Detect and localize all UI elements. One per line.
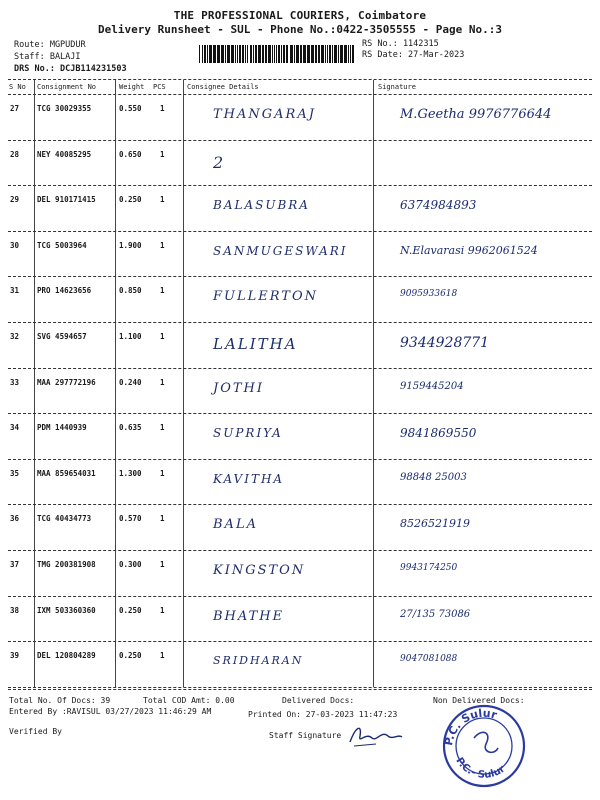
- row-signature: 9047081088: [400, 654, 458, 665]
- row-pcs: 1: [160, 468, 165, 478]
- row-signature: N.Elavarasi 9962061524: [400, 243, 538, 257]
- table-row: [8, 277, 592, 323]
- row-consignment: MAA 297772196: [37, 377, 96, 387]
- row-weight: 0.240: [119, 377, 142, 387]
- entered-by: Entered By :RAVISUL 03/27/2023 11:46:29 AM: [9, 707, 212, 716]
- row-weight: 0.300: [119, 560, 142, 569]
- row-pcs: 1: [160, 286, 165, 296]
- row-pcs: 1: [160, 149, 165, 159]
- delivered-docs: Delivered Docs:: [282, 696, 355, 705]
- row-sno: 36: [10, 514, 20, 524]
- row-pcs: 1: [160, 332, 165, 341]
- row-consignee-name: BALASUBRA: [213, 198, 310, 213]
- verified-by: Verified By: [9, 727, 62, 736]
- row-consignee-name: JOTHI: [213, 380, 265, 396]
- table-row: [8, 597, 592, 643]
- row-divider: [8, 687, 592, 688]
- row-pcs: 1: [160, 377, 165, 387]
- row-weight: 1.900: [119, 240, 142, 250]
- drs-number: DRS No.: DCJB114231503: [14, 64, 127, 74]
- row-sno: 38: [10, 605, 20, 615]
- row-consignee-name: KAVITHA: [213, 471, 285, 486]
- row-signature: M.Geetha 9976776644: [400, 107, 552, 122]
- table-row: [8, 642, 592, 688]
- row-sno: 29: [10, 195, 20, 205]
- row-consignment: DEL 910171415: [37, 195, 96, 205]
- row-signature: 8526521919: [400, 517, 470, 531]
- row-consignee-name: 2: [213, 152, 226, 172]
- row-sno: 30: [10, 240, 20, 250]
- rs-date: RS Date: 27-Mar-2023: [362, 50, 465, 60]
- row-sno: 33: [10, 377, 20, 387]
- row-pcs: 1: [160, 195, 165, 205]
- table-row: [8, 95, 592, 141]
- row-signature: 9344928771: [400, 335, 490, 351]
- row-pcs: 1: [160, 514, 165, 524]
- row-pcs: 1: [160, 104, 165, 113]
- stamp-text-bottom: P.C.- Sulur: [453, 755, 508, 781]
- row-sno: 34: [10, 423, 20, 433]
- table-row: [8, 232, 592, 278]
- row-weight: 0.650: [119, 149, 142, 159]
- row-signature: 9943174250: [400, 563, 458, 573]
- row-consignee-name: SRIDHARAN: [213, 654, 304, 668]
- table-row: [8, 186, 592, 232]
- row-weight: 1.100: [119, 332, 142, 341]
- col-pcs: PCS: [153, 83, 166, 91]
- row-consignee-name: SUPRIYA: [213, 426, 283, 441]
- row-signature: 98848 25003: [400, 471, 467, 483]
- row-pcs: 1: [160, 423, 165, 433]
- document-subtitle: Delivery Runsheet - SUL - Phone No.:0422-3505555 - Page No.:3: [98, 23, 502, 36]
- row-consignee-name: FULLERTON: [213, 289, 318, 305]
- row-consignee-name: BALA: [213, 517, 258, 533]
- row-weight: 0.250: [119, 651, 142, 661]
- row-consignee-name: KINGSTON: [213, 563, 306, 578]
- rule-footer: [8, 689, 592, 690]
- total-cod-amount: Total COD Amt: 0.00: [143, 696, 235, 705]
- row-consignee-name: LALITHA: [213, 335, 298, 353]
- row-consignment: SVG 4594657: [37, 332, 87, 341]
- row-consignee-name: SANMUGESWARI: [213, 243, 348, 258]
- row-consignment: TCG 5003964: [37, 240, 87, 250]
- row-weight: 0.635: [119, 423, 142, 433]
- row-signature: 9159445204: [400, 380, 464, 392]
- table-row: [8, 551, 592, 597]
- table-row: [8, 460, 592, 506]
- row-sno: 35: [10, 468, 20, 478]
- row-sno: 27: [10, 104, 20, 113]
- row-consignment: NEY 40085295: [37, 149, 92, 159]
- rule-top: [8, 79, 592, 80]
- col-consignee: Consignee Details: [187, 83, 259, 91]
- row-pcs: 1: [160, 651, 165, 661]
- row-consignment: IXM 503360360: [37, 605, 96, 615]
- document-title: THE PROFESSIONAL COURIERS, Coimbatore: [173, 9, 427, 22]
- table-row: [8, 505, 592, 551]
- row-consignment: TCG 40434773: [37, 514, 92, 524]
- staff-signature: [346, 722, 406, 750]
- staff-label: Staff: BALAJI: [14, 52, 81, 62]
- col-weight: Weight: [119, 83, 145, 91]
- row-sno: 31: [10, 286, 20, 296]
- rs-number: RS No.: 1142315: [362, 39, 439, 49]
- svg-text:P.C.- Sulur: [453, 756, 507, 781]
- row-sno: 37: [10, 560, 20, 569]
- row-signature: 27/135 73086: [400, 608, 471, 620]
- total-docs: Total No. Of Docs: 39: [9, 696, 111, 705]
- route-label: Route: MGPUDUR: [14, 40, 86, 50]
- svg-text:P.C. Sulur: [442, 707, 499, 747]
- table-row: [8, 369, 592, 415]
- row-consignment: MAA 859654031: [37, 468, 96, 478]
- stamp-text-top: P.C. Sulur: [442, 706, 499, 747]
- non-delivered-docs: Non Delivered Docs:: [433, 696, 525, 705]
- col-signature: Signature: [378, 83, 416, 91]
- table-row: [8, 323, 592, 369]
- row-weight: 0.850: [119, 286, 142, 296]
- row-weight: 0.250: [119, 605, 142, 615]
- row-weight: 1.300: [119, 468, 142, 478]
- row-consignment: TCG 30029355: [37, 104, 92, 113]
- row-signature: 9095933618: [400, 289, 458, 300]
- row-consignment: PRO 14623656: [37, 286, 92, 296]
- row-pcs: 1: [160, 240, 165, 250]
- row-sno: 32: [10, 332, 20, 341]
- row-sno: 39: [10, 651, 20, 661]
- col-consignment: Consignment No: [37, 83, 97, 91]
- staff-signature-label: Staff Signature: [269, 731, 342, 740]
- row-weight: 0.250: [119, 195, 142, 205]
- col-sno: S No: [9, 83, 26, 91]
- row-consignee-name: THANGARAJ: [213, 107, 316, 122]
- barcode: [199, 45, 357, 63]
- row-sno: 28: [10, 149, 20, 159]
- row-consignment: DEL 120804289: [37, 651, 96, 661]
- row-signature: 6374984893: [400, 198, 477, 213]
- row-pcs: 1: [160, 605, 165, 615]
- table-row: [8, 141, 592, 187]
- row-weight: 0.550: [119, 104, 142, 113]
- row-consignment: TMG 200381908: [37, 560, 96, 569]
- table-row: [8, 414, 592, 460]
- post-office-stamp: [438, 698, 528, 790]
- row-consignment: PDM 1440939: [37, 423, 87, 433]
- row-signature: 9841869550: [400, 426, 477, 441]
- row-consignee-name: BHATHE: [213, 608, 285, 624]
- row-pcs: 1: [160, 560, 165, 569]
- printed-on: Printed On: 27-03-2023 11:47:23: [248, 710, 398, 719]
- row-weight: 0.570: [119, 514, 142, 524]
